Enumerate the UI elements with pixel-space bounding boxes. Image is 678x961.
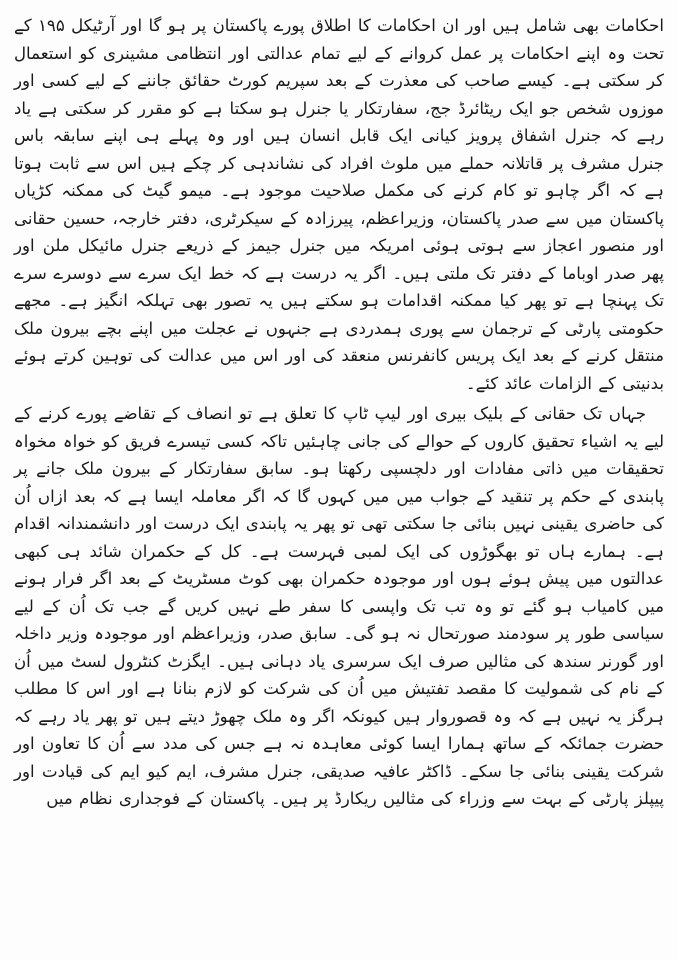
urdu-handwritten-text — [14, 12, 664, 813]
paragraph-2: جہاں تک حقانی کے بلیک بیری اور لیپ ٹاپ کا تعلق ہے تو انصاف کے تقاضے پورے کرنے کے لیے یہ اشیاء تحقیق کاروں کے حوالے کی جانی چاہئیں تاکہ کسی تیسرے فریق کو خواہ مخواہ تحقیقات میں ذاتی مفادات اور دلچسپی رکھتا ہو۔ سابق سفارتکار کے بیرون ملک جانے پر پابندی کے حکم پر تنقید کے جواب میں میں کہوں گا کہ اگر معاملہ ایسا ہے کہ بعد ازاں اُن کی حاضری یقینی نہیں بنائی جا سکتی تھی تو پھر یہ پابندی ایک درست اور دانشمندانہ اقدام ہے۔ ہمارے ہاں تو بھگوڑوں کی ایک لمبی فہرست ہے۔ کل کے حکمران شائد ہی کبھی عدالتوں میں پیش ہوئے ہوں اور موجودہ حکمران بھی کوٹ مسٹریٹ کے بعد اگر فرار ہونے میں کامیاب ہو گئے تو وہ تب تک واپسی کا سفر طے نہیں کریں گے جب تک اُن کے لیے سیاسی طور پر سودمند صورتحال نہ ہو گی۔ سابق صدر، وزیراعظم اور موجودہ وزیر داخلہ اور گورنر سندھ کی مثالیں صرف ایک سرسری یاد دہانی ہیں۔ ایگزٹ کنٹرول لسٹ میں اُن کے نام کی شمولیت کا مقصد تفتیش میں اُن کی شرکت کو لازم بنانا ہے اور اس کا مطلب ہرگز یہ نہیں ہے کہ وہ قصوروار ہیں کیونکہ اگر وہ ملک چھوڑ دیتے ہیں تو پھر یاد رہے کہ حضرت جمائکہ کے ساتھ ہمارا ایسا کوئی معاہدہ نہ ہے جس کی مدد سے اُن کا تعاون اور شرکت یقینی بنائی جا سکے۔ ڈاکٹر عافیہ صدیقی، جنرل مشرف، ایم کیو ایم کی قیادت اور پیپلز پارٹی کے بہت سے وزراء کی مثالیں ریکارڈ پر ہیں۔ پاکستان کے فوجداری نظام میں — [14, 404, 664, 808]
paragraph-1: احکامات بھی شامل ہیں اور ان احکامات کا اطلاق پورے پاکستان پر ہو گا اور آرٹیکل ۱۹۵ کے تحت وہ اپنے احکامات پر عمل کروانے کے لیے تمام عدالتی اور انتظامی مشینری کو استعمال کر سکتی ہے۔ کیسے صاحب کی معذرت کے بعد سپریم کورٹ حقائق جاننے کے لیے کسی اور موزوں شخص جو ایک ریٹائرڈ جج، سفارتکار یا جنرل ہو سکتا ہے کو مقرر کر سکتی ہے یاد رہے کہ جنرل اشفاق پرویز کیانی ایک قابل انسان ہیں اور وہ پہلے ہی اپنے سابقہ باس جنرل مشرف پر قاتلانہ حملے میں ملوث افراد کی نشاندہی کر چکے ہیں اس سے ثابت ہوتا ہے کہ اگر چاہو تو کام کرنے کی مکمل صلاحیت موجود ہے۔ میمو گیٹ کی ممکنہ کڑیاں پاکستان میں سے صدر پاکستان، وزیراعظم، پیرزادہ کے سیکرٹری، دفتر خارجہ، حسین حقانی اور منصور اعجاز سے ہوتی ہوئی امریکہ میں جنرل جیمز کے ذریعے جنرل مائیکل ملن اور پھر صدر اوباما کے دفتر تک ملتی ہیں۔ اگر یہ درست ہے کہ خط ایک سرے سے دوسرے سرے تک پہنچا ہے تو پھر کیا ممکنہ اقدامات ہو سکتے ہیں یہ تصور بھی تہلکہ انگیز ہے۔ مجھے حکومتی پارٹی کے ترجمان سے پوری ہمدردی ہے جنہوں نے عجلت میں اپنے بچے بیرون ملک منتقل کرنے کے بعد ایک پریس کانفرنس منعقد کی اور اس میں عدالت کی توہین کرتے ہوئے بدنیتی کے الزامات عائد کئے۔ — [14, 16, 664, 393]
